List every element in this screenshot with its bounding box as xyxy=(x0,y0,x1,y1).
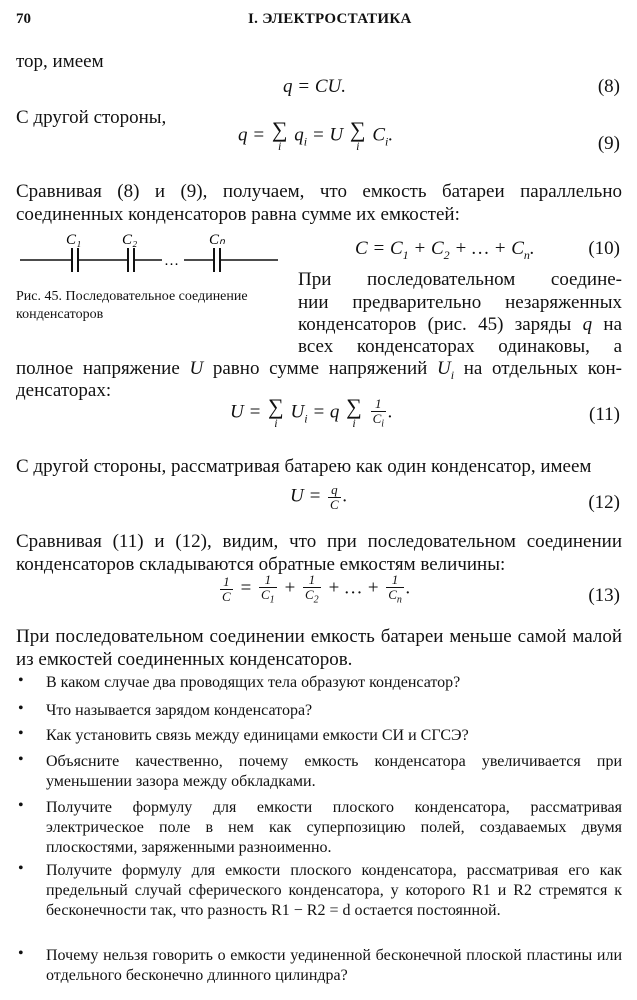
paragraph-5: С другой стороны, рассматривая батарею как один конденсатор, имеем xyxy=(16,456,592,477)
bullet-icon: • xyxy=(18,945,24,962)
equation-12: U = $\frac{q}{C}$ . xyxy=(290,482,348,512)
label-cn: Cₙ xyxy=(209,232,225,248)
paragraph-6: Сравнивая (11) и (12), видим, что при последовательном соединении конденсаторов складываются обратные емкостям величины: xyxy=(16,531,622,576)
equation-10: $C = C_1 + C_2$ + … + $C_n$. xyxy=(355,238,535,262)
question-item: • Что называется зарядом конденсатора? xyxy=(18,700,313,719)
question-item: • Получите формулу для емкости плоского конденсатора, рассматривая электрическое поле в нем как суперпозицию полей, создаваемых двумя плоскостями, заряженными разноименно. xyxy=(18,797,622,856)
figure-caption: Рис. 45. Последовательное соединение конденсаторов xyxy=(16,289,248,323)
bullet-icon: • xyxy=(18,797,24,814)
question-item: • Как установить связь между единицами емкости СИ и СГСЭ? xyxy=(18,725,469,744)
equation-9: q = ∑ i $q_i = U$ ∑ i $C_i$. xyxy=(238,117,394,153)
paragraph-2: С другой стороны, xyxy=(16,107,167,128)
equation-13: $\frac{1}{C}$ = $\frac{1}{C_1}$ + $\frac{1}{C_2}$ + … + $\frac{1}{C_n}$ . xyxy=(222,572,411,606)
bullet-icon: • xyxy=(18,860,24,877)
bullet-icon: • xyxy=(18,672,24,689)
label-c2: C₂ xyxy=(122,232,138,248)
label-c1: C₁ xyxy=(66,232,82,248)
equation-8: q = CU. xyxy=(283,76,346,97)
paragraph-1: тор, имеем xyxy=(16,51,104,72)
paragraph-7: При последовательном соединении емкость батареи меньше самой малой из емкостей соединенных конденсаторов. xyxy=(16,626,622,671)
question-item: • Объясните качественно, почему емкость конденсатора увеличивается при уменьшении зазора между обкладками. xyxy=(18,751,622,790)
page-number: 70 xyxy=(16,11,31,27)
capacitor-series-diagram xyxy=(16,232,286,282)
ellipsis: … xyxy=(164,253,179,269)
bullet-icon: • xyxy=(18,700,24,717)
bullet-icon: • xyxy=(18,725,24,742)
question-item: • В каком случае два проводящих тела образуют конденсатор? xyxy=(18,672,461,691)
equation-number-10: (10) xyxy=(588,238,620,259)
equation-number-12: (12) xyxy=(588,492,620,513)
equation-number-13: (13) xyxy=(588,585,620,606)
equation-number-9: (9) xyxy=(597,133,620,154)
question-item: • Почему нельзя говорить о емкости уединенной бесконечной плоской пластины или отдельного бесконечно длинного цилиндра? xyxy=(18,945,622,984)
equation-number-8: (8) xyxy=(597,76,620,97)
running-title: I. ЭЛЕКТРОСТАТИКА xyxy=(248,11,412,27)
equation-11: U = ∑ i $U_i = q$ ∑ i $\frac{1}{C_i}$ . xyxy=(230,394,393,431)
bullet-icon: • xyxy=(18,751,24,768)
paragraph-3: Сравнивая (8) и (9), получаем, что емкость батареи параллельно соединенных конденсаторов равна сумме их емкостей: xyxy=(16,181,622,226)
equation-number-11: (11) xyxy=(589,404,620,425)
question-item: • Получите формулу для емкости плоского конденсатора, рассматривая его как предельный случай сферического конденсатора, у которого R1 и R2 стремятся к бесконечности так, что разность R1 − R2 = d остается постоянной. xyxy=(18,860,622,919)
